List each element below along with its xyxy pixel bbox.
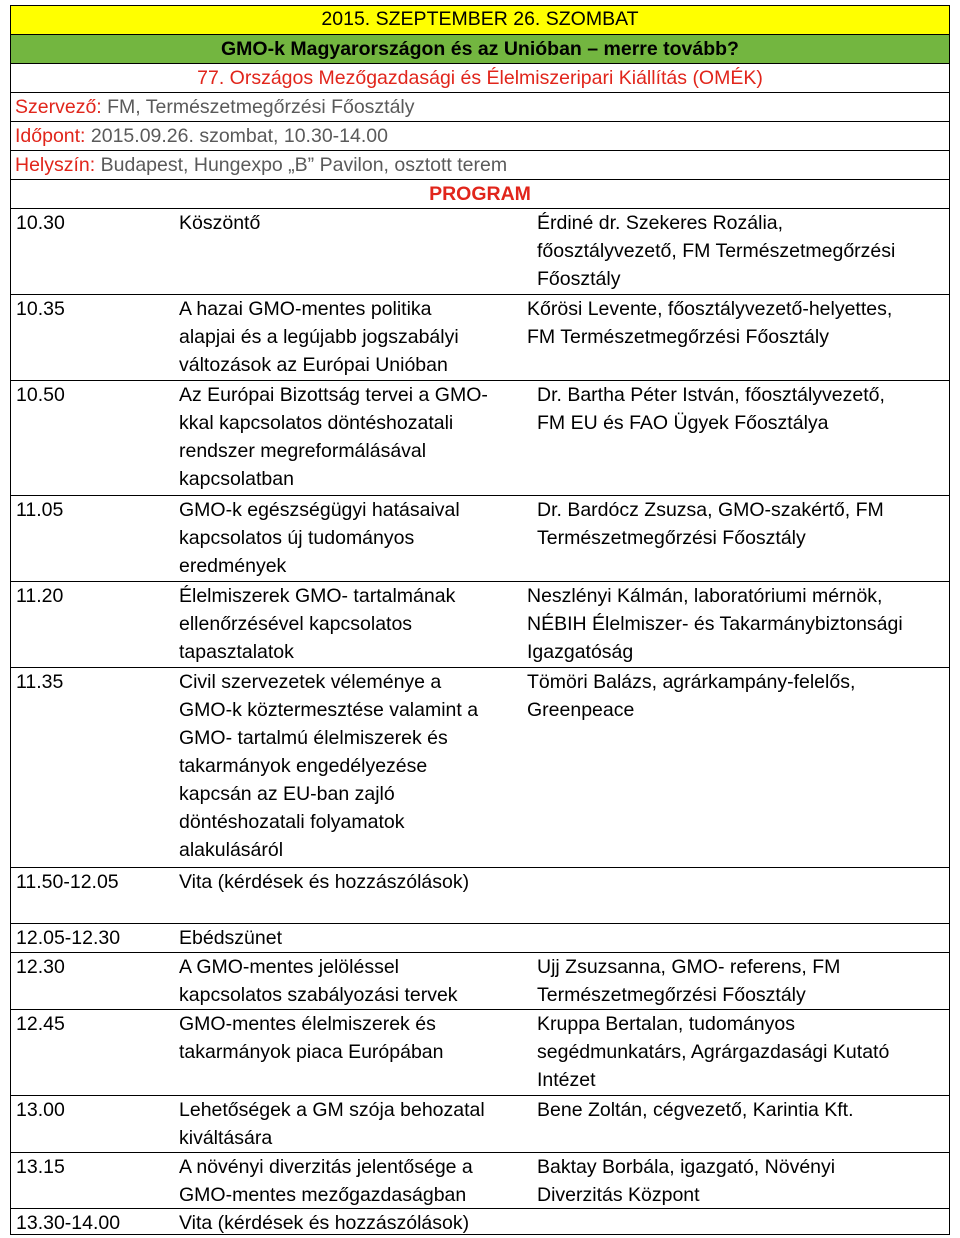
session-title-line: GMO-k egészségügyi hatásaival xyxy=(179,499,460,521)
session-title-line: tapasztalatok xyxy=(179,641,294,663)
organizer-value: FM, Természetmegőrzési Főosztály xyxy=(101,96,415,118)
session-speaker-line: Ujj Zsuzsanna, GMO- referens, FM xyxy=(537,956,841,978)
session-title-line: Az Európai Bizottság tervei a GMO- xyxy=(179,384,488,406)
session-time: 12.05-12.30 xyxy=(16,927,121,949)
session-speaker-line: Diverzitás Központ xyxy=(537,1184,700,1206)
session-speaker-line: Baktay Borbála, igazgató, Növényi xyxy=(537,1156,836,1178)
session-title-line: rendszer megreformálásával xyxy=(179,440,427,462)
session-title-line: Köszöntő xyxy=(179,212,261,234)
session-title-line: ellenőrzésével kapcsolatos xyxy=(179,613,413,635)
session-title-line: változások az Európai Unióban xyxy=(179,354,448,376)
session-title-line: takarmányok piaca Európában xyxy=(179,1041,444,1063)
session-time: 11.05 xyxy=(16,499,64,521)
place-label: Helyszín: xyxy=(15,154,96,176)
page-frame xyxy=(10,5,950,1235)
session-title-line: Ebédszünet xyxy=(179,927,282,949)
session-title-line: Vita (kérdések és hozzászólások) xyxy=(179,871,470,893)
session-title-line: Civil szervezetek véleménye a xyxy=(179,671,442,693)
event-name: 77. Országos Mezőgazdasági és Élelmiszeripari Kiállítás (OMÉK) xyxy=(197,67,763,89)
session-speaker-line: NÉBIH Élelmiszer- és Takarmánybiztonsági xyxy=(527,613,903,635)
session-title-line: Vita (kérdések és hozzászólások) xyxy=(179,1212,470,1234)
session-time: 10.50 xyxy=(16,384,65,406)
session-time: 11.20 xyxy=(16,585,64,607)
session-time: 12.30 xyxy=(16,956,65,978)
session-speaker-line: Természetmegőrzési Főosztály xyxy=(537,984,806,1006)
session-title-line: GMO- tartalmú élelmiszerek és xyxy=(179,727,448,749)
session-speaker-line: segédmunkatárs, Agrárgazdasági Kutató xyxy=(537,1041,890,1063)
session-speaker-line: Greenpeace xyxy=(527,699,635,721)
session-speaker-line: Főosztály xyxy=(537,268,621,290)
session-time: 13.00 xyxy=(16,1099,65,1121)
session-speaker-line: Természetmegőrzési Főosztály xyxy=(537,527,806,549)
session-speaker-line: FM EU és FAO Ügyek Főosztálya xyxy=(537,412,829,434)
session-speaker-line: Neszlényi Kálmán, laboratóriumi mérnök, xyxy=(527,585,883,607)
session-title-line: takarmányok engedélyezése xyxy=(179,755,428,777)
session-speaker-line: Érdiné dr. Szekeres Rozália, xyxy=(537,212,784,234)
event-title: GMO-k Magyarországon és az Unióban – merre tovább? xyxy=(221,38,739,60)
session-title-line: döntéshozatali folyamatok xyxy=(179,811,405,833)
session-title-line: A hazai GMO-mentes politika xyxy=(179,298,432,320)
session-time: 13.15 xyxy=(16,1156,65,1178)
session-time: 10.35 xyxy=(16,298,65,320)
session-speaker-line: Dr. Bardócz Zsuzsa, GMO-szakértő, FM xyxy=(537,499,884,521)
program-heading: PROGRAM xyxy=(429,183,531,205)
session-title-line: kapcsolatban xyxy=(179,468,294,490)
time-value: 2015.09.26. szombat, 10.30-14.00 xyxy=(85,125,388,147)
session-title-line: GMO-mentes élelmiszerek és xyxy=(179,1013,436,1035)
place-value: Budapest, Hungexpo „B” Pavilon, osztott terem xyxy=(95,154,508,176)
session-title-line: kapcsán az EU-ban zajló xyxy=(179,783,395,805)
session-speaker-line: Tömöri Balázs, agrárkampány-felelős, xyxy=(527,671,856,693)
session-title-line: GMO-k köztermesztése valamint a xyxy=(179,699,479,721)
session-speaker-line: Intézet xyxy=(537,1069,596,1091)
session-title-line: alakulásáról xyxy=(179,839,284,861)
session-title-line: alapjai és a legújabb jogszabályi xyxy=(179,326,459,348)
session-time: 11.35 xyxy=(16,671,64,693)
event-date: 2015. SZEPTEMBER 26. SZOMBAT xyxy=(321,8,639,30)
session-speaker-line: Dr. Bartha Péter István, főosztályvezető, xyxy=(537,384,885,406)
session-title-line: Lehetőségek a GM szója behozatal xyxy=(179,1099,485,1121)
session-title-line: Élelmiszerek GMO- tartalmának xyxy=(179,585,456,607)
session-title-line: kkal kapcsolatos döntéshozatali xyxy=(179,412,454,434)
session-speaker-line: Igazgatóság xyxy=(527,641,634,663)
session-speaker-line: Kőrösi Levente, főosztályvezető-helyettes, xyxy=(527,298,893,320)
session-speaker-line: Kruppa Bertalan, tudományos xyxy=(537,1013,795,1035)
session-speaker-line: Bene Zoltán, cégvezető, Karintia Kft. xyxy=(537,1099,854,1121)
session-time: 11.50-12.05 xyxy=(16,871,119,893)
session-speaker-line: FM Természetmegőrzési Főosztály xyxy=(527,326,829,348)
session-title-line: A GMO-mentes jelöléssel xyxy=(179,956,399,978)
session-title-line: A növényi diverzitás jelentősége a xyxy=(179,1156,473,1178)
session-title-line: kapcsolatos új tudományos xyxy=(179,527,415,549)
session-title-line: eredmények xyxy=(179,555,287,577)
session-title-line: kapcsolatos szabályozási tervek xyxy=(179,984,458,1006)
session-time: 13.30-14.00 xyxy=(16,1212,121,1234)
session-speaker-line: főosztályvezető, FM Természetmegőrzési xyxy=(537,240,896,262)
time-label: Időpont: xyxy=(15,125,86,147)
session-title-line: GMO-mentes mezőgazdaságban xyxy=(179,1184,467,1206)
organizer-label: Szervező: xyxy=(15,96,102,118)
session-time: 10.30 xyxy=(16,212,65,234)
session-title-line: kiváltására xyxy=(179,1127,273,1149)
session-time: 12.45 xyxy=(16,1013,65,1035)
